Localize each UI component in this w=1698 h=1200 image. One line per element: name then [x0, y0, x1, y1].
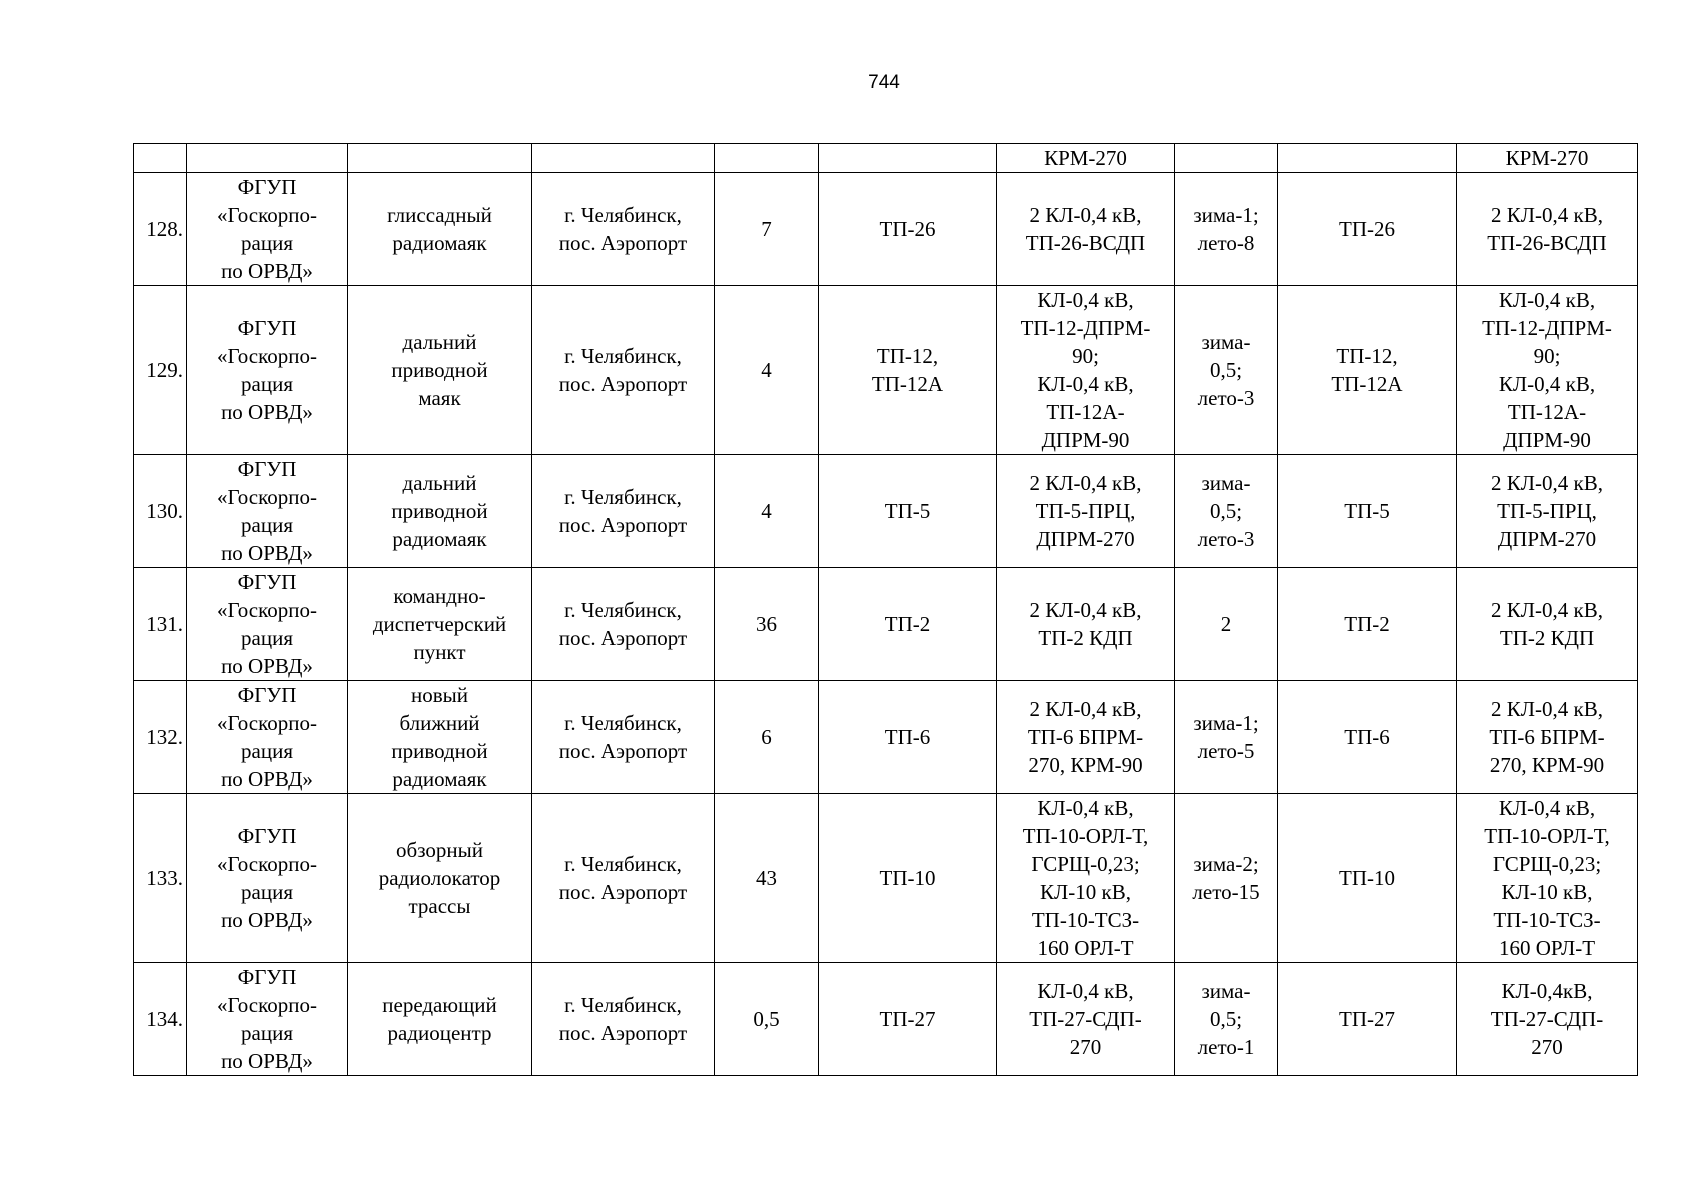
cell-line2: КЛ-0,4кВ, ТП-27-СДП- 270	[1457, 963, 1638, 1076]
cell-source1	[819, 144, 997, 173]
cell-object: передающий радиоцентр	[348, 963, 532, 1076]
cell-line1: 2 КЛ-0,4 кВ, ТП-26-ВСДП	[997, 173, 1175, 286]
cell-org: ФГУП «Госкорпо- рация по ОРВД»	[187, 794, 348, 963]
cell-source2: ТП-5	[1278, 455, 1457, 568]
cell-location: г. Челябинск, пос. Аэропорт	[532, 286, 715, 455]
table-row	[134, 286, 1638, 455]
page-number: 744	[868, 72, 900, 93]
cell-source1: ТП-27	[819, 963, 997, 1076]
cell-object	[348, 144, 532, 173]
cell-line2: КРМ-270	[1457, 144, 1638, 173]
cell-num: 133.	[134, 794, 187, 963]
cell-num: 134.	[134, 963, 187, 1076]
cell-org: ФГУП «Госкорпо- рация по ОРВД»	[187, 963, 348, 1076]
cell-time: зима- 0,5; лето-3	[1175, 455, 1278, 568]
cell-org	[187, 144, 348, 173]
cell-time: 2	[1175, 568, 1278, 681]
cell-source2: ТП-2	[1278, 568, 1457, 681]
table-row-continuation	[134, 144, 1638, 173]
cell-power: 6	[715, 681, 819, 794]
cell-source1: ТП-26	[819, 173, 997, 286]
data-table	[133, 143, 1638, 1076]
cell-source2: ТП-27	[1278, 963, 1457, 1076]
cell-org: ФГУП «Госкорпо- рация по ОРВД»	[187, 568, 348, 681]
cell-source2	[1278, 144, 1457, 173]
cell-time: зима-2; лето-15	[1175, 794, 1278, 963]
cell-source1: ТП-6	[819, 681, 997, 794]
cell-object: глиссадный радиомаяк	[348, 173, 532, 286]
cell-time: зима- 0,5; лето-1	[1175, 963, 1278, 1076]
cell-object: обзорный радиолокатор трассы	[348, 794, 532, 963]
table-row	[134, 173, 1638, 286]
cell-org: ФГУП «Госкорпо- рация по ОРВД»	[187, 455, 348, 568]
cell-time: зима- 0,5; лето-3	[1175, 286, 1278, 455]
cell-location	[532, 144, 715, 173]
cell-source1: ТП-5	[819, 455, 997, 568]
cell-num	[134, 144, 187, 173]
cell-line1: 2 КЛ-0,4 кВ, ТП-2 КДП	[997, 568, 1175, 681]
cell-org: ФГУП «Госкорпо- рация по ОРВД»	[187, 681, 348, 794]
cell-line1: 2 КЛ-0,4 кВ, ТП-5-ПРЦ, ДПРМ-270	[997, 455, 1175, 568]
cell-location: г. Челябинск, пос. Аэропорт	[532, 794, 715, 963]
cell-num: 131.	[134, 568, 187, 681]
cell-source1: ТП-2	[819, 568, 997, 681]
cell-time: зима-1; лето-5	[1175, 681, 1278, 794]
cell-line2: 2 КЛ-0,4 кВ, ТП-6 БПРМ- 270, КРМ-90	[1457, 681, 1638, 794]
cell-line2: 2 КЛ-0,4 кВ, ТП-26-ВСДП	[1457, 173, 1638, 286]
table-row	[134, 568, 1638, 681]
cell-power: 0,5	[715, 963, 819, 1076]
cell-num: 129.	[134, 286, 187, 455]
cell-location: г. Челябинск, пос. Аэропорт	[532, 568, 715, 681]
cell-source2: ТП-6	[1278, 681, 1457, 794]
cell-power: 7	[715, 173, 819, 286]
cell-location: г. Челябинск, пос. Аэропорт	[532, 455, 715, 568]
cell-power: 36	[715, 568, 819, 681]
table-row	[134, 963, 1638, 1076]
cell-object: дальний приводной радиомаяк	[348, 455, 532, 568]
table-row	[134, 455, 1638, 568]
cell-object: дальний приводной маяк	[348, 286, 532, 455]
table-row	[134, 794, 1638, 963]
table-row	[134, 681, 1638, 794]
cell-line1: КЛ-0,4 кВ, ТП-12-ДПРМ- 90; КЛ-0,4 кВ, ТП-12А- ДПРМ-90	[997, 286, 1175, 455]
cell-line2: КЛ-0,4 кВ, ТП-12-ДПРМ- 90; КЛ-0,4 кВ, ТП-12А- ДПРМ-90	[1457, 286, 1638, 455]
cell-location: г. Челябинск, пос. Аэропорт	[532, 173, 715, 286]
cell-time	[1175, 144, 1278, 173]
cell-num: 128.	[134, 173, 187, 286]
cell-org: ФГУП «Госкорпо- рация по ОРВД»	[187, 173, 348, 286]
cell-object: командно- диспетчерский пункт	[348, 568, 532, 681]
cell-power	[715, 144, 819, 173]
cell-line1: КЛ-0,4 кВ, ТП-27-СДП- 270	[997, 963, 1175, 1076]
cell-source1: ТП-12, ТП-12А	[819, 286, 997, 455]
cell-num: 132.	[134, 681, 187, 794]
cell-line1: КЛ-0,4 кВ, ТП-10-ОРЛ-Т, ГСРЩ-0,23; КЛ-10 кВ, ТП-10-ТСЗ- 160 ОРЛ-Т	[997, 794, 1175, 963]
cell-line2: КЛ-0,4 кВ, ТП-10-ОРЛ-Т, ГСРЩ-0,23; КЛ-10 кВ, ТП-10-ТСЗ- 160 ОРЛ-Т	[1457, 794, 1638, 963]
cell-source1: ТП-10	[819, 794, 997, 963]
cell-line1: КРМ-270	[997, 144, 1175, 173]
cell-line2: 2 КЛ-0,4 кВ, ТП-2 КДП	[1457, 568, 1638, 681]
cell-org: ФГУП «Госкорпо- рация по ОРВД»	[187, 286, 348, 455]
cell-location: г. Челябинск, пос. Аэропорт	[532, 681, 715, 794]
cell-line2: 2 КЛ-0,4 кВ, ТП-5-ПРЦ, ДПРМ-270	[1457, 455, 1638, 568]
cell-time: зима-1; лето-8	[1175, 173, 1278, 286]
cell-num: 130.	[134, 455, 187, 568]
cell-power: 43	[715, 794, 819, 963]
cell-location: г. Челябинск, пос. Аэропорт	[532, 963, 715, 1076]
cell-source2: ТП-12, ТП-12А	[1278, 286, 1457, 455]
cell-power: 4	[715, 455, 819, 568]
cell-object: новый ближний приводной радиомаяк	[348, 681, 532, 794]
cell-power: 4	[715, 286, 819, 455]
cell-source2: ТП-10	[1278, 794, 1457, 963]
cell-line1: 2 КЛ-0,4 кВ, ТП-6 БПРМ- 270, КРМ-90	[997, 681, 1175, 794]
cell-source2: ТП-26	[1278, 173, 1457, 286]
